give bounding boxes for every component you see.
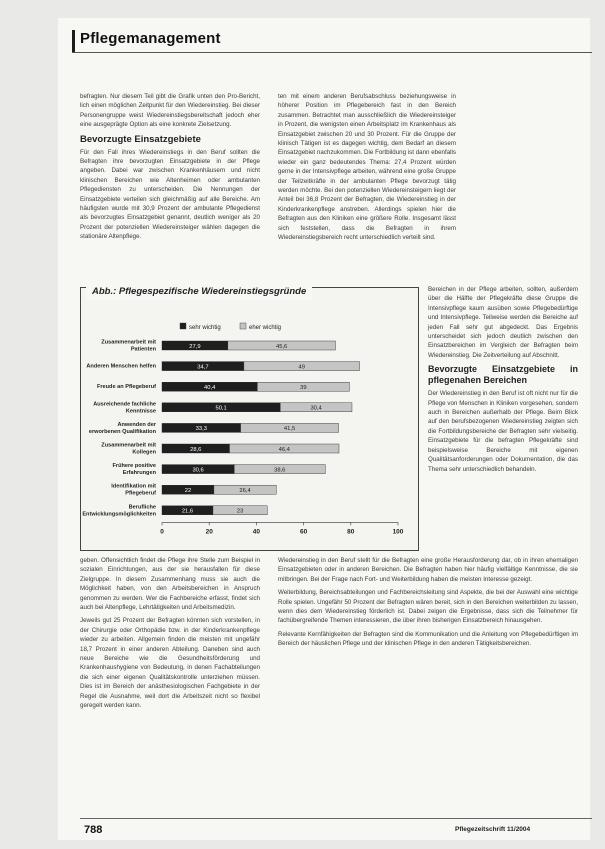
x-tick-label: 0 — [160, 528, 164, 536]
category-label: Anderen Menschen helfen — [86, 363, 156, 370]
category-label: Patienten — [130, 346, 156, 353]
header-rule — [72, 52, 592, 53]
column-right-top — [278, 92, 456, 247]
data-label: 26,4 — [239, 488, 251, 494]
legend-label: eher wichtig — [249, 325, 282, 331]
x-tick-label: 80 — [347, 528, 355, 536]
paragraph: Der Wiedereinstieg in den Beruf ist oft nicht nur für die Pflege von Menschen in Kliniken vorgesehen, sondern auch in Bereichen außerhalb der Pflege. Beim Blick auf den berufsbezogenen Wiedereinstieg zeigten sich die Fortbildungsbereiche der Befragten sehr vielseitig. Einsatzgebiete für die befragten Pflegekräfte sind beispielsweise Bereiche mit eigenen Qualitätsanforderungen oder Dokumentation, die das Thema sehr unterschiedlich behandeln. — [428, 390, 578, 473]
page-number: 788 — [84, 824, 103, 836]
data-label: 27,9 — [189, 343, 201, 350]
section-heading: Bevorzugte Einsatzgebiete — [80, 133, 201, 145]
category-label: Frühere positive — [112, 463, 156, 470]
category-label: Zusammenarbeit mit — [101, 442, 156, 449]
paragraph: Relevante Kernfähigkeiten der Befragten sind die Kommunikation und die Anleitung von Pflegebedürftigen im Bereich der häuslichen Pflege und der klinischen Pflege in den anderen Tätigkeitsbereichen. — [278, 630, 578, 648]
paragraph: Jeweils gut 25 Prozent der Befragten könnten sich vorstellen, in der Chirurgie oder Orthopädie bzw. in der Kinderkrankenpflege wieder zu arbeiten. Allgemein finden die meisten mit ungefähr 18,7 Prozent in einer anderen Abteilung. Daneben sind auch neue Bereiche wie die Gesundheitsförderung und Krankenhaushygiene von Bedeutung, in denen Fachabteilungen die sich einer eigenen Qualitätskontrolle unterziehen müssen. Dies ist im Bereich der anästhesiologischen Fachgebiete in der Regel die Ausnahme, weil dort die Arbeitszeit nicht so flexibel geregelt werden kann. — [80, 617, 260, 710]
section-heading: Bevorzugte Einsatzgebiete in pflegenahen Bereichen — [428, 364, 578, 386]
category-label: Entwicklungsmöglichkeiten — [82, 511, 156, 518]
data-label: 34,7 — [197, 364, 209, 371]
data-label: 23 — [236, 508, 244, 515]
x-tick-label: 40 — [252, 528, 261, 536]
data-label: 39 — [300, 385, 307, 391]
category-label: Freude an Pflegeberuf — [96, 384, 156, 391]
category-label: Kenntnisse — [125, 408, 156, 415]
category-label: Anwenden der — [117, 421, 156, 428]
footer-rule — [80, 818, 592, 819]
paragraph: geben. Offensichtlich findet die Pflege ihre Stelle zum Beispiel in sozialen Einrichtungen, aus der sie herausfallen für diese Zielgruppe. In diesem Zusammenhang muss sie auch die Möglichkeit haben, von den Arbeitsbereichen in Anspruch genommen zu werden. Wer die Fachbereiche erfasst, findet sich auch bei Altenpflege, Lehrtätigkeiten und Arbeitsmedizin. — [80, 557, 260, 612]
category-label: Erfahrungen — [122, 470, 156, 477]
category-label: Zusammenarbeit mit — [101, 339, 156, 346]
x-tick-label: 60 — [299, 528, 308, 536]
paragraph: Wiedereinstieg in den Beruf stellt für die Befragten eine große Herausforderung dar, ob in ihren ehemaligen Einsatzgebieten oder in anderen Bereichen. Die Befragten haben hier häufig vielfältige Kenntnisse, die sie mitbringen. Bei der Frage nach Fort- und Weiterbildung haben die meisten Interesse gezeigt. — [278, 557, 578, 583]
data-label: 38,6 — [274, 467, 286, 474]
column-right-mid — [428, 285, 578, 478]
legend-swatch — [240, 323, 246, 329]
paragraph: ten mit einem anderen Berufsabschluss beziehungsweise in höherer Position im Pflegebereich fast in den Bereich zusammen. Betrachtet man ausschließlich die Wiedereinsteiger in Prozent, die wenigsten einen Arbeitsplatz im Krankenhaus als Einsatzgebiet zwischen 20 und 30 Prozent. Für die Gruppe der klinisch Tätigen ist es dagegen wichtig, dem Bedarf an diesem Einsatzgebiet nachzukommen. Die Fortbildung ist dann ebenfalls wieder ein ganz bedeutendes Thema: 27,4 Prozent würden gerne in der Intensivpflege arbeiten, während eine große Gruppe der Teilzeitkräfte in der ambulanten Pflege bevorzugt tätig werden möchte. Bei den potenziellen Wiedereinsteigern liegt der Anteil bei 36,8 Prozent der Befragten, die Wiedereinstieg in der Kinderkrankenpflege anstreben. Allerdings spielen hier die Befragten aus den Kliniken eine größere Rolle. Insgesamt lässt sich feststellen, dass die Befragten in ihrem Wiedereinstiegsbereich recht unterschiedlich verteilt sind. — [278, 93, 456, 242]
x-tick-label: 100 — [392, 528, 404, 536]
chart — [80, 287, 417, 549]
category-label: Pflegeberuf — [125, 490, 156, 497]
legend-label: sehr wichtig — [189, 325, 221, 331]
data-label: 30,4 — [310, 405, 322, 412]
page-header-title: Pflegemanagement — [80, 30, 221, 47]
data-label: 40,4 — [204, 385, 216, 391]
header-accent-bar — [72, 30, 75, 52]
paragraph: Für den Fall ihres Wiedereinstiegs in den Beruf sollten die Befragten ihre bevorzugten Einsatzgebiete in der Pflege angeben. Dabei war zwischen Krankenhäusern und nicht klinischen Bereichen wie Altenheimen oder ambulanten Pflegediensten zu unterscheiden. Die Nennungen der Einsatzgebiete verteilen sich gleichmäßig auf alle Bereiche. Am häufigsten wurde mit 30,9 Prozent der ambulante Pflegedienst als bevorzugtes Einsatzgebiet genannt, deutlich weniger als 20 Prozent der potenziellen Wiedereinsteiger wählen dagegen die stationäre Altenpflege. — [80, 148, 260, 241]
data-label: 22 — [184, 488, 192, 494]
category-label: Identifikation mit — [111, 483, 156, 490]
data-label: 49 — [298, 364, 305, 371]
paragraph: Weiterbildung, Bereichsabteilungen und Fachbereichsleitung sind Aspekte, die bei der Auswahl eine wichtige Rolle spielen. Ungefähr 50 Prozent der Befragten wären bereit, sich in den Bereichen weiterbilden zu lassen, wenn dies dem Wiedereinstieg förderlich ist. Dabei zeigen die Ergebnisse, dass sich die Teilnehmer für fachübergreifende Themen interessieren, die über ihren bisherigen Einsatzbereich hinausgehen. — [278, 589, 578, 625]
category-label: Berufliche — [128, 504, 156, 511]
chart-title: Abb.: Pflegespezifische Wiedereinstiegsgründe — [86, 286, 312, 300]
data-label: 46,4 — [278, 446, 290, 453]
data-label: 45,6 — [276, 343, 288, 350]
paragraph: befragten. Nur diesem Teil gibt die Grafik unten den Pro-Bericht, lich einen möglichen Zeitpunkt für den Wiedereinstieg. Bei dieser Personengruppe weist Wiedereinstiegsbereitschaft jedoch eher eine ausgeprägte Option als eine konkrete Zielsetzung. — [80, 93, 260, 129]
paragraph: Bereichen in der Pflege arbeiten, sollten, außerdem über die Hälfte der Pflegekräfte diese Gruppe die Intensivpflege kaum ausüben sowie Pflegebedürftige und Intensivpflege. Teilweise werden die Bereiche auf jeden Fall sehr gut abgedeckt. Das Ergebnis unterscheidet sich jedoch deutlich zwischen den Einsatzbereichen im Vergleich der Befragten beim Wiedereinstieg. Die Zeitverteilung auf Abschnitt. — [428, 286, 578, 359]
category-label: Ausreichende fachliche — [93, 401, 156, 408]
category-label: Kollegen — [132, 449, 156, 456]
column-left-top — [80, 92, 260, 246]
column-bottom-right — [278, 556, 578, 653]
legend-swatch — [180, 323, 186, 329]
x-tick-label: 20 — [205, 528, 213, 536]
category-label: erworbenen Qualifikation — [88, 428, 156, 435]
publication-source: Pflegezeitschrift 11/2004 — [455, 826, 531, 833]
data-label: 33,3 — [195, 426, 207, 433]
data-label: 50,1 — [215, 405, 227, 412]
data-label: 30,6 — [192, 467, 204, 474]
data-label: 28,6 — [190, 446, 202, 453]
data-label: 41,5 — [283, 426, 296, 433]
data-label: 21,6 — [181, 508, 194, 515]
column-bottom-left — [80, 556, 260, 715]
